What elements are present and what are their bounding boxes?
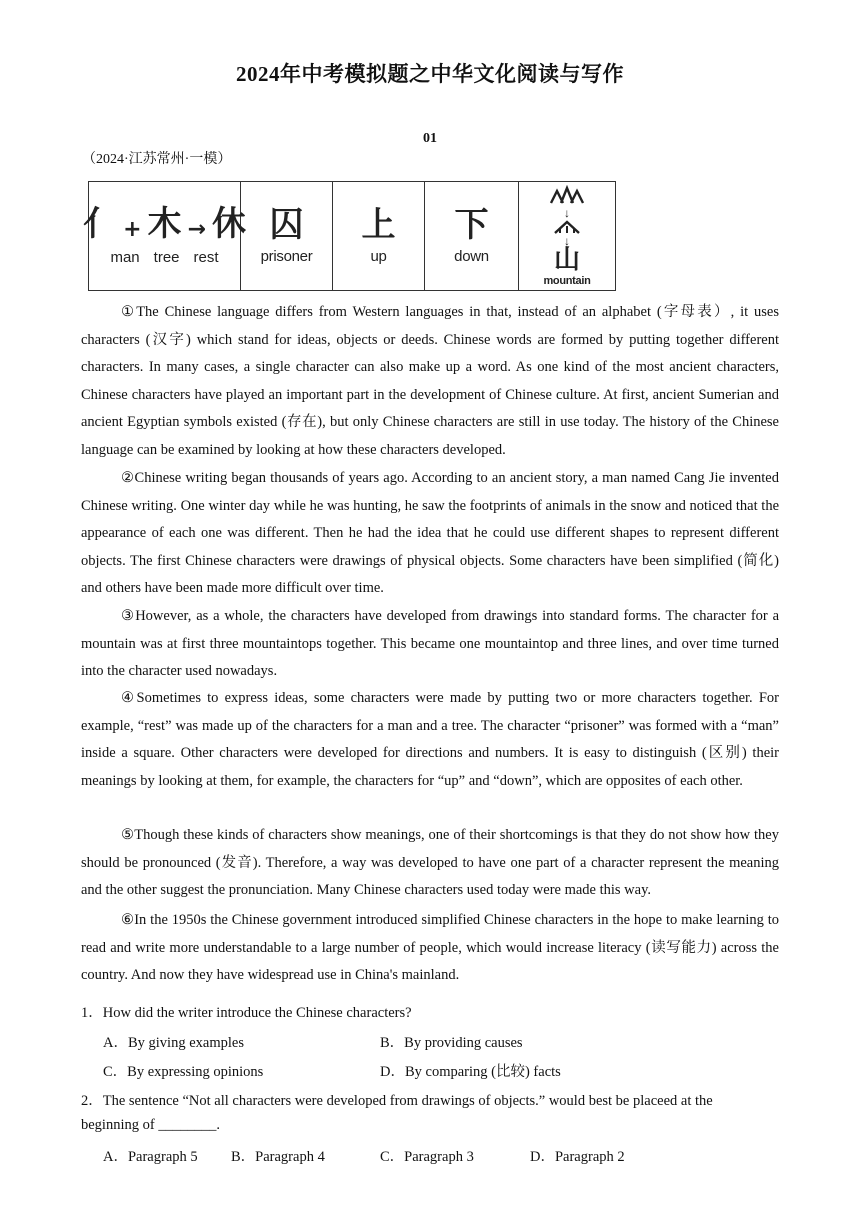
tree-glyph: 木 bbox=[147, 203, 182, 244]
paragraph-2: ②Chinese writing began thousands of years ago. According to an ancient story, a man named Cang Jie invented Chinese writing. One winter day while he was hunting, he saw the footprints of animals in the snow and noticed that the appearance of each one was different. Then he had the idea that he could use different shapes to represent different objects. The first Chinese characters were drawings of physical objects. Some characters have been simplified (简化) and others have been made more difficult over time. bbox=[81, 470, 779, 597]
paragraph-1: ①The Chinese language differs from Western languages in that, instead of an alphabet (字母表）, it uses characters (汉字) which stand for ideas, objects or deeds. Chinese words are formed by putting together different characters. In many cases, a single character can also make up a word. As one kind of the most ancient characters, Chinese characters have played an important part in the development of Chinese culture. At first, ancient Sumerian and ancient Egyptian symbols existed (存在), but only Chinese characters are still in use today. The history of the Chinese language can be examined by looking at how these characters developed. bbox=[81, 304, 779, 458]
caption-prisoner: prisoner bbox=[260, 247, 313, 265]
page-title: 2024年中考模拟题之中华文化阅读与写作 bbox=[236, 62, 624, 86]
caption-tree: tree bbox=[153, 248, 180, 266]
up-glyph: 上 bbox=[361, 204, 396, 245]
down-arrow-icon: ↓ bbox=[564, 234, 570, 248]
character-evolution-figure bbox=[83, 181, 616, 291]
man-glyph: 亻 bbox=[83, 203, 118, 244]
plus-glyph: + bbox=[123, 216, 142, 242]
q2-option-d[interactable]: D．Paragraph 2 bbox=[530, 1149, 625, 1165]
down-glyph: 下 bbox=[454, 204, 489, 245]
rest-captions bbox=[110, 249, 218, 266]
caption-down: down bbox=[454, 247, 489, 265]
question-2-stem-line-1: 2．The sentence “Not all characters were developed from drawings of objects.” would best be placeed at the bbox=[81, 1093, 713, 1109]
arrow-glyph: → bbox=[187, 216, 206, 242]
paragraph-6: ⑥In the 1950s the Chinese government introduced simplified Chinese characters in the hope to make learning to read and write more understandable to a large number of people, which would increase literacy (读写能力) across the country. And now they have widespread use in China's mainland. bbox=[81, 912, 779, 984]
q1-option-d[interactable]: D．By comparing (比较) facts bbox=[380, 1064, 561, 1080]
figure-panel-up bbox=[333, 182, 425, 290]
prisoner-glyph: 囚 bbox=[269, 204, 304, 245]
caption-mountain: mountain bbox=[543, 275, 591, 287]
mountain-glyph: 山 bbox=[553, 245, 580, 275]
figure-panel-mountain bbox=[519, 182, 615, 290]
paragraph-4: ④Sometimes to express ideas, some characters were made by putting two or more characters together. For example, “rest” was made up of the characters for a man and a tree. The character “prisoner” was formed with a “man” inside a square. Other characters were developed for directions and numbers. It is easy to distinguish (区别) their meanings by looking at them, for example, the characters for “up” and “down”, which are opposites of each other. bbox=[81, 690, 779, 789]
section-number: 01 bbox=[423, 131, 437, 146]
caption-rest: rest bbox=[193, 248, 219, 266]
figure-panel-rest bbox=[83, 182, 246, 290]
q1-option-a[interactable]: A．By giving examples bbox=[103, 1035, 244, 1051]
caption-up: up bbox=[370, 247, 387, 265]
q1-option-c[interactable]: C．By expressing opinions bbox=[103, 1064, 264, 1080]
three-peaks-icon bbox=[547, 185, 587, 207]
question-2-stem-line-2: beginning of ________. bbox=[81, 1117, 220, 1133]
down-arrow-icon: ↓ bbox=[564, 206, 570, 220]
rest-glyph: 休 bbox=[211, 203, 246, 244]
rest-glyph-row bbox=[83, 203, 246, 244]
caption-man: man bbox=[110, 248, 140, 266]
question-1-stem: 1．How did the writer introduce the Chinese characters? bbox=[81, 1005, 412, 1021]
source-label: （2024·江苏常州·一模） bbox=[82, 152, 232, 167]
q2-option-c[interactable]: C．Paragraph 3 bbox=[380, 1149, 474, 1165]
paragraph-3: ③However, as a whole, the characters have developed from drawings into standard forms. The character for a mountain was at first three mountaintops together. This became one mountaintop and three lines, and over time turned into the character used nowadays. bbox=[81, 608, 779, 680]
q2-option-a[interactable]: A．Paragraph 5 bbox=[103, 1149, 198, 1165]
paragraph-5: ⑤Though these kinds of characters show meanings, one of their shortcomings is that they do not show how they should be pronounced (发音). Therefore, a way was developed to have one part of a character represent the meaning and the other suggest the pronunciation. Many Chinese characters used today were made this way. bbox=[81, 827, 779, 899]
figure-panel-prisoner bbox=[241, 182, 333, 290]
q1-option-b[interactable]: B．By providing causes bbox=[380, 1035, 523, 1051]
q2-option-b[interactable]: B．Paragraph 4 bbox=[231, 1149, 325, 1165]
figure-panel-down bbox=[425, 182, 519, 290]
one-peak-three-lines-icon bbox=[549, 219, 585, 235]
